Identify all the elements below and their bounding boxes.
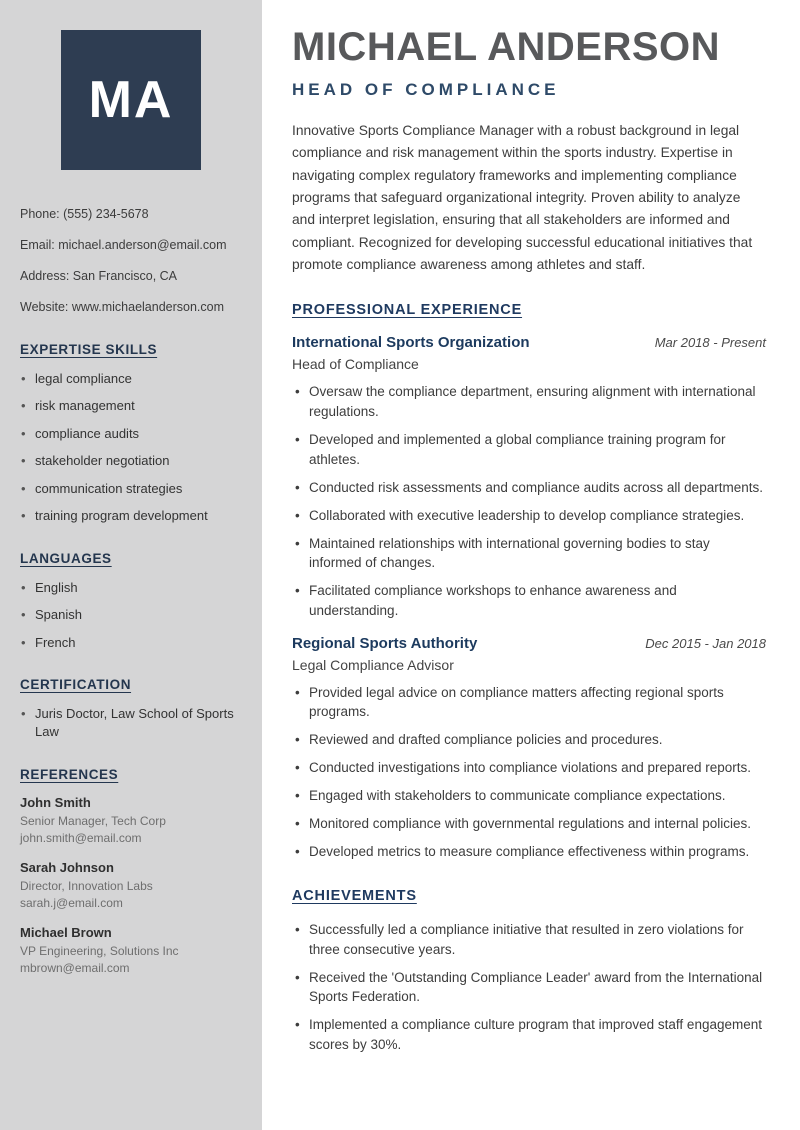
reference-name: John Smith bbox=[20, 794, 91, 810]
achievements-section bbox=[292, 888, 766, 1054]
languages-section bbox=[20, 551, 242, 652]
reference-entry bbox=[20, 795, 242, 845]
reference-entry bbox=[20, 860, 242, 910]
reference-title: Director, Innovation Labs bbox=[20, 878, 153, 893]
languages-heading: LANGUAGES bbox=[20, 550, 112, 566]
job-role: Legal Compliance Advisor bbox=[292, 656, 454, 673]
language-item: • Spanish bbox=[20, 606, 242, 624]
skill-item: • stakeholder negotiation bbox=[20, 452, 242, 470]
reference-name: Sarah Johnson bbox=[20, 859, 114, 875]
skills-heading: EXPERTISE SKILLS bbox=[20, 341, 158, 357]
references-heading: REFERENCES bbox=[20, 766, 119, 782]
skill-item: • communication strategies bbox=[20, 480, 242, 498]
achievement-item: • Received the 'Outstanding Compliance Leader' award from the International Sports Federation. bbox=[292, 968, 766, 1007]
reference-name: Michael Brown bbox=[20, 924, 112, 940]
monogram-badge bbox=[61, 30, 201, 170]
contact-line: Phone: (555) 234-5678 bbox=[20, 207, 149, 221]
job-bullets bbox=[292, 683, 766, 862]
job-dates: Dec 2015 - Jan 2018 bbox=[645, 635, 766, 651]
job-bullet: • Monitored compliance with governmental regulations and internal policies. bbox=[292, 814, 766, 834]
reference-email: john.smith@email.com bbox=[20, 830, 142, 845]
job-bullet: • Engaged with stakeholders to communicate compliance expectations. bbox=[292, 786, 766, 806]
job-entry bbox=[292, 635, 766, 862]
job-bullet: • Developed metrics to measure compliance effectiveness within programs. bbox=[292, 842, 766, 862]
experience-section bbox=[292, 302, 766, 862]
certification-list bbox=[20, 705, 242, 740]
main-content bbox=[262, 0, 800, 1130]
reference-entry bbox=[20, 925, 242, 975]
achievements-list bbox=[292, 920, 766, 1054]
certification-item: • Juris Doctor, Law School of Sports Law bbox=[20, 705, 242, 740]
job-dates: Mar 2018 - Present bbox=[654, 335, 766, 351]
contact-info bbox=[20, 206, 242, 316]
job-header bbox=[292, 334, 766, 351]
job-bullet: • Conducted risk assessments and compliance audits across all departments. bbox=[292, 478, 766, 498]
achievements-heading: ACHIEVEMENTS bbox=[292, 887, 417, 904]
monogram-initials: MA bbox=[88, 71, 174, 129]
job-bullet: • Maintained relationships with international governing bodies to stay informed of changes. bbox=[292, 534, 766, 573]
certification-heading: CERTIFICATION bbox=[20, 677, 132, 693]
skill-item: • legal compliance bbox=[20, 370, 242, 388]
experience-heading: PROFESSIONAL EXPERIENCE bbox=[292, 302, 523, 319]
job-header bbox=[292, 635, 766, 652]
contact-line: Website: www.michaelanderson.com bbox=[20, 299, 225, 314]
job-role: Head of Compliance bbox=[292, 356, 419, 373]
candidate-job-title: HEAD OF COMPLIANCE bbox=[292, 80, 560, 99]
job-bullet: • Conducted investigations into compliance violations and prepared reports. bbox=[292, 758, 766, 778]
job-bullets bbox=[292, 382, 766, 620]
contact-line: Address: San Francisco, CA bbox=[20, 268, 178, 283]
contact-line: Email: michael.anderson@email.com bbox=[20, 237, 227, 252]
company-name: International Sports Organization bbox=[292, 334, 530, 352]
skill-item: • risk management bbox=[20, 397, 242, 415]
references-section bbox=[20, 767, 242, 975]
sidebar bbox=[0, 0, 262, 1130]
languages-list bbox=[20, 579, 242, 652]
references-list bbox=[20, 795, 242, 975]
skills-list bbox=[20, 370, 242, 525]
reference-email: sarah.j@email.com bbox=[20, 895, 123, 910]
achievement-item: • Implemented a compliance culture program that improved staff engagement scores by 30%. bbox=[292, 1015, 766, 1054]
reference-title: Senior Manager, Tech Corp bbox=[20, 813, 166, 828]
job-bullet: • Developed and implemented a global compliance training program for athletes. bbox=[292, 430, 766, 469]
skill-item: • training program development bbox=[20, 507, 242, 525]
candidate-name: MICHAEL ANDERSON bbox=[292, 25, 721, 69]
skill-item: • compliance audits bbox=[20, 425, 242, 443]
company-name: Regional Sports Authority bbox=[292, 634, 478, 652]
job-entry bbox=[292, 334, 766, 620]
achievement-item: • Successfully led a compliance initiative that resulted in zero violations for three consecutive years. bbox=[292, 920, 766, 959]
summary-paragraph: Innovative Sports Compliance Manager with a robust background in legal compliance and risk management within the sports industry. Expertise in navigating complex regulatory frameworks and implementing compliance programs that safeguard organizational integrity. Proven ability to analyze and interpret legislation, ensuring that all stakeholders are informed and compliant. Recognized for developing successful educational initiatives that promote compliance awareness among athletes and staff. bbox=[292, 123, 753, 273]
job-bullet: • Provided legal advice on compliance matters affecting regional sports programs. bbox=[292, 683, 766, 722]
language-item: • English bbox=[20, 579, 242, 597]
reference-email: mbrown@email.com bbox=[20, 960, 130, 975]
job-bullet: • Facilitated compliance workshops to enhance awareness and understanding. bbox=[292, 581, 766, 620]
certification-section bbox=[20, 677, 242, 740]
language-item: • French bbox=[20, 634, 242, 652]
reference-title: VP Engineering, Solutions Inc bbox=[20, 943, 179, 958]
job-bullet: • Oversaw the compliance department, ensuring alignment with international regulations. bbox=[292, 382, 766, 421]
skills-section bbox=[20, 342, 242, 525]
job-bullet: • Reviewed and drafted compliance policies and procedures. bbox=[292, 730, 766, 750]
job-bullet: • Collaborated with executive leadership to develop compliance strategies. bbox=[292, 506, 766, 526]
